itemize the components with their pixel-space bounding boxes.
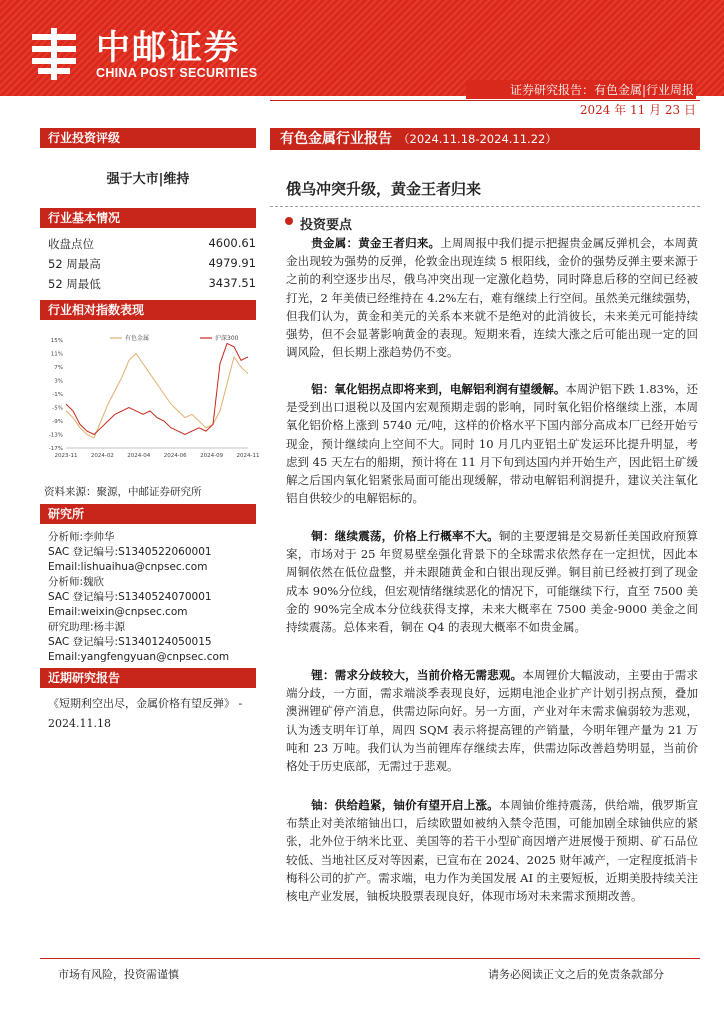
legend-label: 沪深300 (215, 335, 239, 342)
chart-source: 资料来源：聚源，中邮证券研究所 (44, 486, 202, 498)
y-tick-label: -5% (52, 405, 63, 412)
footer-risk-note: 市场有风险，投资需谨慎 (58, 968, 179, 981)
report-title-bar (270, 128, 700, 150)
research-section-bar: 研究所 (40, 504, 256, 524)
report-title: 有色金属行业报告 (280, 131, 392, 147)
basics-value: 4979.91 (208, 256, 256, 270)
y-tick-label: 3% (54, 378, 63, 385)
basics-value: 3437.51 (208, 276, 256, 290)
para-lead: 锂：需求分歧较大，当前价格无需悲观。 (311, 668, 523, 682)
rating-section-bar: 行业投资评级 (40, 128, 256, 148)
basics-section-bar: 行业基本情况 (40, 208, 256, 228)
para-copper (286, 527, 698, 636)
relative-index-chart (40, 330, 260, 466)
bullet-icon (285, 217, 293, 225)
para-body: 本周锂价大幅波动，主要由于需求端分歧，一方面，需求端淡季表现良好，远期电池企业扩产计划引拐点预，叠加澳洲锂矿停产消息，供需边际向好。另一方面，产业对年末需求偏弱较为悲观，认为透支明年订单，周四 SQM 表示将提高锂的产销量，今明年锂产量为 21 万吨和 23 万吨。我们认为当前锂库存继续去库，供需边际改善趋势明显，当前价格处于历史底部，无需过于悲观。 (286, 668, 699, 774)
x-tick-label: 2024-11 (236, 453, 260, 459)
x-tick-label: 2024-09 (200, 453, 224, 459)
key-points-heading: 投资要点 (300, 218, 353, 233)
y-tick-label: 15% (50, 338, 63, 344)
para-precious-metals (286, 234, 698, 361)
basics-key: 52 周最低 (48, 277, 101, 291)
date-range: （2024.11.18-2024.11.22） (398, 132, 557, 146)
basics-key: 收盘点位 (48, 237, 94, 251)
para-lead: 铝：氧化铝拐点即将来到，电解铝利润有望缓解。 (311, 382, 566, 396)
analyst-line: Email:weixin@cnpsec.com (48, 606, 188, 618)
basics-row (48, 276, 256, 292)
para-lead: 贵金属：黄金王者归来。 (311, 236, 441, 250)
para-body: 本周沪铝下跌 1.83%，还是受到出口退税以及国内宏观预期走弱的影响，同时氧化铝价格继续上涨，本周氧化铝价格上涨到 5740 元/吨，这样的价格水平下国内部分高成本厂已经开始亏现金，预计继续向上空间不大。同时 10 月几内亚铝土矿发运环比提升明显，考虑到 45 天左右的船期，预计将在 11 月下旬到达国内并开始生产，因此铝土矿缓解之后国内氧化铝紧张局面可能出现缓解，带动电解铝利润提升，建议关注氧化铝自供较少的电解铝标的。 (286, 382, 699, 506)
y-tick-label: -17% (48, 446, 63, 452)
analyst-line: 分析师:李帅华 (48, 531, 115, 543)
x-tick-label: 2024-04 (127, 453, 151, 459)
y-tick-label: -9% (52, 419, 63, 425)
analyst-line: SAC 登记编号:S1340124050015 (48, 636, 212, 648)
headline: 俄乌冲突升级，黄金王者归来 (286, 180, 482, 198)
rating-value: 强于大市|维持 (106, 172, 190, 187)
series-line-0 (66, 354, 248, 438)
y-tick-label: 7% (54, 365, 63, 371)
basics-row (48, 236, 256, 252)
basics-key: 52 周最高 (48, 257, 101, 271)
y-tick-label: 11% (50, 351, 63, 358)
para-uranium (286, 796, 698, 905)
analyst-line: 研究助理:杨丰源 (48, 621, 126, 633)
footer-divider (40, 958, 700, 959)
breadcrumb: 证券研究报告：有色金属|行业周报 (466, 80, 696, 99)
china-post-logo-icon (26, 26, 82, 82)
brand-name-en: CHINA POST SECURITIES (96, 66, 258, 80)
recent-section-bar: 近期研究报告 (40, 668, 256, 688)
para-body: 铜的主要逻辑是交易新任美国政府预算案，市场对于 25 年贸易壁垒强化背景下的全球需求依然存在一定担忧，因此本周铜依然在低位盘整，并未跟随黄金和白银出现反弹。铜目前已经被打到了现金成本 90%分位线，但宏观情绪继续恶化的情况下，可能继续下行，直至 7500 美金的 90%完全成本分位线获得支撑，未来大概率在 7500 美金-9000 美金之间持续震荡。总体来看，铜在 Q4 的表现大概率不如贵金属。 (286, 529, 699, 635)
series-line-1 (66, 343, 248, 434)
chart-svg (40, 330, 260, 466)
recent-report: 《短期利空出尽，金属价格有望反弹》 - 2024.11.18 (48, 697, 243, 730)
x-tick-label: 2023-11 (54, 453, 78, 459)
para-lithium (286, 666, 698, 775)
analyst-line: Email:yangfengyuan@cnpsec.com (48, 651, 230, 663)
y-tick-label: -13% (48, 432, 63, 439)
relative-section-bar: 行业相对指数表现 (40, 300, 256, 320)
analyst-line: SAC 登记编号:S1340522060001 (48, 546, 212, 558)
brand-name-cn: 中邮证券 (96, 28, 240, 68)
para-lead: 铀：供给趋紧，铀价有望开启上涨。 (311, 798, 499, 812)
analyst-line: Email:lishuaihua@cnpsec.com (48, 561, 208, 573)
legend-label: 有色金属 (125, 335, 150, 342)
x-tick-label: 2024-06 (163, 453, 187, 459)
basics-row (48, 256, 256, 272)
footer-disclaimer-note: 请务必阅读正文之后的免责条款部分 (488, 968, 664, 981)
report-date: 2024 年 11 月 23 日 (579, 103, 696, 117)
para-aluminum (286, 380, 698, 507)
analyst-list (48, 530, 258, 665)
basics-value: 4600.61 (208, 236, 256, 250)
para-lead: 铜：继续震荡，价格上行概率不大。 (311, 529, 499, 543)
headline-divider (270, 206, 700, 207)
para-body: 上周周报中我们提示把握贵金属反弹机会，本周黄金出现较为强势的反弹，伦敦金出现连续 5 根阳线，金价的强势反弹主要来源于之前的利空逐步出尽，俄乌冲突出现一定激化趋势，同时降息后移的空间已经被打光，2 年美债已经维持在 4.2%左右，难有继续上行空间。虽然美元继续强势，但我们认为，黄金和美元的关系本来就不是绝对的此消彼长，未来美元可能持续强势，但不会显著影响黄金的表现。短期来看，连续大涨之后可能出现一定的回调风险，但长期上涨趋势仍不变。 (286, 236, 699, 360)
x-tick-label: 2024-02 (90, 453, 114, 459)
analyst-line: 分析师:魏欣 (48, 576, 105, 588)
para-body: 本周铀价维持震荡，供给端，俄罗斯宣布禁止对美浓缩铀出口，后续欧盟如被纳入禁令范围，可能加剧全球铀供应的紧张，北外位于纳米比亚、美国等的若干小型矿商因增产进展慢于预期、矿石品位较低、当地社区反对等因素，已宣布在 2024、2025 财年减产，一定程度抵消卡梅科公司的扩产。需求端，电力作为美国发展 AI 的主要短板，近期美股持续关注核电产业发展，铀板块股票表现良好，体现市场对未来需求预期改善。 (286, 798, 699, 904)
y-tick-label: -1% (52, 392, 63, 398)
analyst-line: SAC 登记编号:S1340524070001 (48, 591, 212, 603)
